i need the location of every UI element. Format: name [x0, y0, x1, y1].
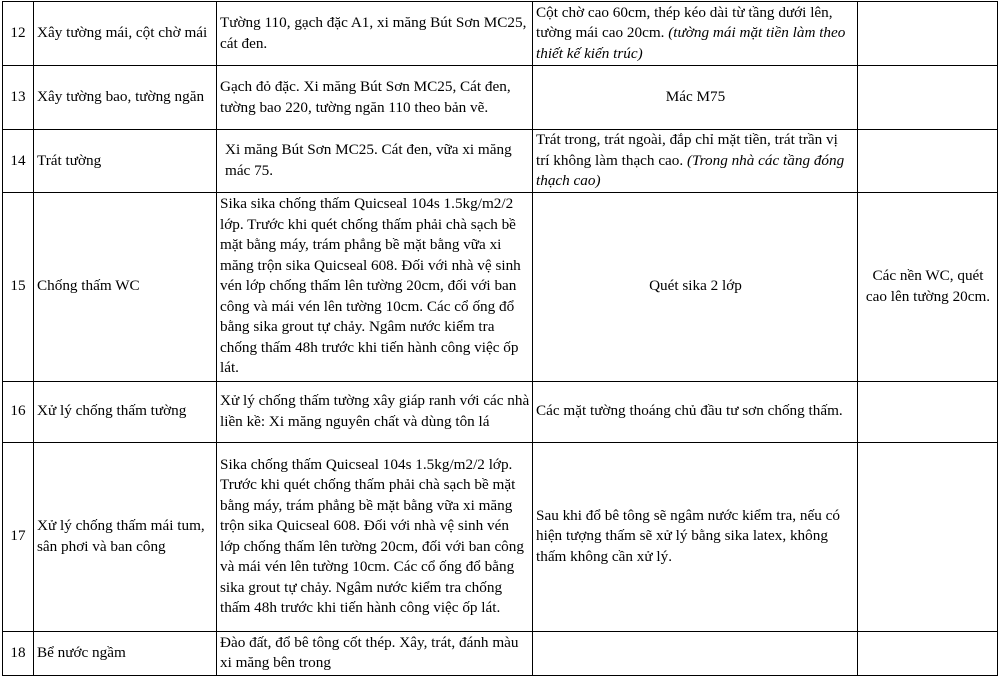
row-number: 13: [3, 66, 34, 130]
item-name: Trát tường: [34, 130, 217, 193]
table-row: [3, 631, 998, 675]
table-row: [3, 192, 998, 381]
remark: [858, 631, 998, 675]
material-spec: Sika chống thấm Quicseal 104s 1.5kg/m2/2 lớp. Trước khi quét chống thấm phải chà sạch bề mặt bằng máy, trám phẳng bề mặt bằng vữa xi măng trộn sika Quicseal 608. Đối với nhà vệ sinh vén lớp chống thấm lên tường 20cm, đối với ban công và mái vén lên tường 10cm. Các cổ ống đổ bằng sika grout tự chảy. Ngâm nước kiểm tra chống thấm 48h trước khi tiến hành công việc ốp lát.: [217, 442, 533, 631]
row-number: 12: [3, 2, 34, 66]
method-text: [533, 631, 858, 675]
item-name: Chống thấm WC: [34, 192, 217, 381]
method-note: (Trong nhà các tầng đóng thạch cao): [536, 151, 845, 189]
item-name: Xây tường mái, cột chờ mái: [34, 2, 217, 66]
table-row: [3, 130, 998, 193]
method-cell: [533, 130, 858, 193]
item-name: Xây tường bao, tường ngăn: [34, 66, 217, 130]
row-number: 14: [3, 130, 34, 193]
material-spec: Xi măng Bút Sơn MC25. Cát đen, vữa xi măng mác 75.: [217, 130, 533, 193]
table-row: [3, 381, 998, 442]
method-cell: [533, 2, 858, 66]
row-number: 18: [3, 631, 34, 675]
remark: [858, 66, 998, 130]
row-number: 17: [3, 442, 34, 631]
material-spec: Sika sika chống thấm Quicseal 104s 1.5kg/m2/2 lớp. Trước khi quét chống thấm phải chà sạch bề mặt bằng máy, trám phẳng bề mặt bằng vữa xi măng trộn sika Quicseal 608. Đối với nhà vệ sinh vén lớp chống thấm lên tường 20cm, đối với ban công và mái vén lên tường 10cm. Các cổ ống đổ bằng sika grout tự chảy. Ngâm nước kiểm tra chống thấm 48h trước khi tiến hành công việc ốp lát.: [217, 192, 533, 381]
method-text: Quét sika 2 lớp: [533, 192, 858, 381]
table-row: [3, 442, 998, 631]
method-text: Trát trong, trát ngoài, đắp chỉ mặt tiền, trát trần vị trí không làm thạch cao.: [536, 131, 838, 169]
item-name: Xử lý chống thấm tường: [34, 381, 217, 442]
table-row: [3, 2, 998, 66]
table-row: [3, 66, 998, 130]
method-text: Sau khi đổ bê tông sẽ ngâm nước kiểm tra, nếu có hiện tượng thấm sẽ xử lý bằng sika latex, không thấm không cần xử lý.: [533, 442, 858, 631]
remark: [858, 130, 998, 193]
method-text: Cột chờ cao 60cm, thép kéo dài từ tầng dưới lên, tường mái cao 20cm.: [536, 3, 833, 42]
item-name: Bể nước ngầm: [34, 631, 217, 675]
method-text: Các mặt tường thoáng chủ đầu tư sơn chống thấm.: [533, 381, 858, 442]
remark: [858, 442, 998, 631]
remark: Các nền WC, quét cao lên tường 20cm.: [858, 192, 998, 381]
remark: [858, 2, 998, 66]
method-text: Mác M75: [533, 66, 858, 130]
method-note: (tường mái mặt tiền làm theo thiết kế kiến trúc): [536, 24, 846, 62]
material-spec: Tường 110, gạch đặc A1, xi măng Bút Sơn MC25, cát đen.: [217, 2, 533, 66]
remark: [858, 381, 998, 442]
row-number: 16: [3, 381, 34, 442]
material-spec: Gạch đỏ đặc. Xi măng Bút Sơn MC25, Cát đen, tường bao 220, tường ngăn 110 theo bản vẽ.: [217, 66, 533, 130]
specification-table: [2, 1, 998, 676]
material-spec: Xử lý chống thấm tường xây giáp ranh với các nhà liền kề: Xi măng nguyên chất và dùng tôn lá: [217, 381, 533, 442]
material-spec: Đào đất, đổ bê tông cốt thép. Xây, trát, đánh màu xi măng bên trong: [217, 631, 533, 675]
item-name: Xử lý chống thấm mái tum, sân phơi và ban công: [34, 442, 217, 631]
row-number: 15: [3, 192, 34, 381]
